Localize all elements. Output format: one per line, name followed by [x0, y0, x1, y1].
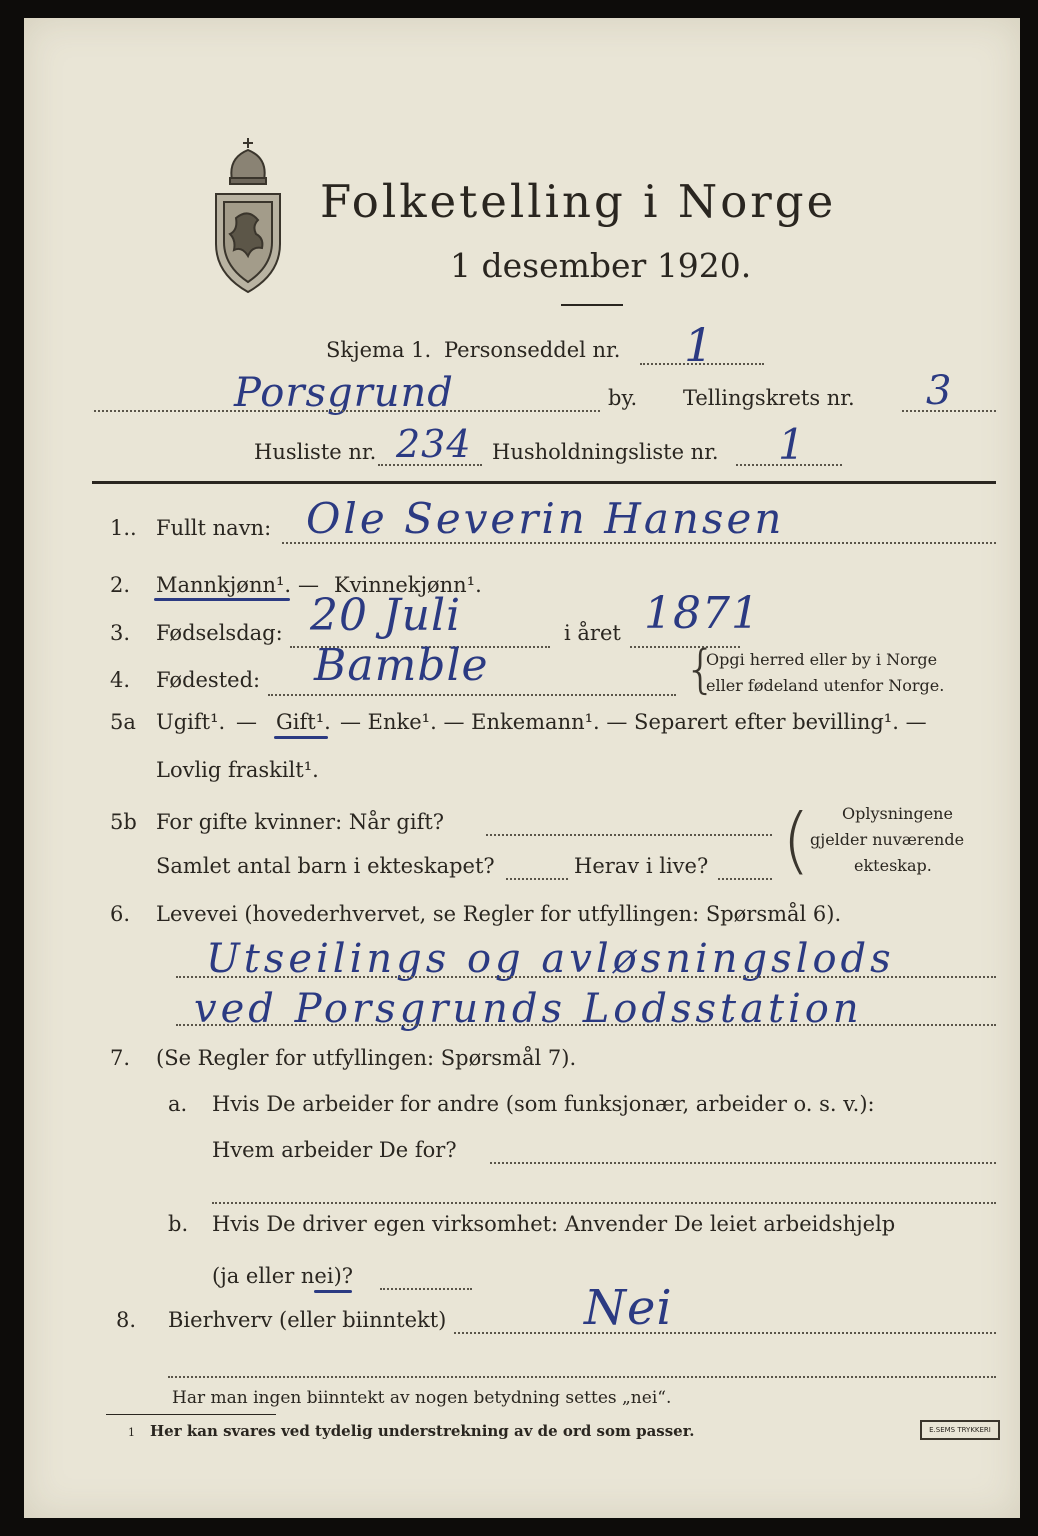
q4-note-line1: Opgi herred eller by i Norge [706, 650, 938, 669]
personseddel-label: Personseddel nr. [444, 338, 621, 362]
q7-label: (Se Regler for utfyllingen: Spørsmål 7). [156, 1046, 577, 1070]
q4-birthplace-field-line [268, 694, 676, 696]
q5b-note-line3: ekteskap. [854, 856, 932, 875]
personseddel-value[interactable]: 1 [684, 318, 715, 372]
footer-note: Har man ingen biinntekt av nogen betydning settes „nei“. [172, 1388, 672, 1408]
q5b-when-married-label: For gifte kvinner: Når gift? [156, 810, 445, 834]
q6-occupation-value-line2[interactable]: ved Porsgrunds Lodsstation [194, 986, 863, 1032]
q6-field-line2 [176, 1024, 996, 1026]
census-date: 1 desember 1920. [450, 246, 752, 285]
q5a-married-underline [274, 736, 328, 739]
q7-number: 7. [110, 1046, 131, 1070]
q3-birthdate-value[interactable]: 20 Juli [310, 590, 462, 641]
q7a-label1: Hvis De arbeider for andre (som funksjonær, arbeider o. s. v.): [212, 1092, 875, 1116]
q8-side-income-value[interactable]: Nei [584, 1280, 673, 1336]
census-form-sheet [24, 18, 1020, 1518]
footnote-mark: 1 [128, 1426, 135, 1439]
q6-number: 6. [110, 902, 131, 926]
husliste-value[interactable]: 234 [396, 422, 472, 466]
q5a-divorced-option[interactable]: Lovlig fraskilt¹. [156, 758, 319, 782]
footnote-rule [106, 1414, 276, 1415]
husliste-label: Husliste nr. [254, 440, 377, 464]
town-value[interactable]: Porsgrund [234, 370, 454, 416]
q5a-unmarried-option[interactable]: Ugift¹. [156, 710, 226, 734]
q3-year-label: i året [564, 621, 621, 645]
q4-note-brace: { [684, 640, 718, 700]
q1-label: Fullt navn: [156, 516, 272, 540]
q8-field-line1 [454, 1332, 996, 1334]
q2-number: 2. [110, 573, 131, 597]
q4-number: 4. [110, 668, 131, 692]
q7b-field-line [380, 1288, 472, 1290]
q5b-children-label: Samlet antal barn i ekteskapet? [156, 854, 495, 878]
husholdning-value[interactable]: 1 [778, 420, 806, 469]
q5b-note-line1: Oplysningene [842, 804, 953, 823]
q7b-nei-underline [314, 1290, 352, 1293]
q7b-label1: Hvis De driver egen virksomhet: Anvender De leiet arbeidshjelp [212, 1212, 896, 1236]
q7a-field-line2 [212, 1202, 996, 1204]
q8-label: Bierhverv (eller biinntekt) [168, 1308, 447, 1332]
q5a-dash: — [236, 710, 257, 734]
q5a-other-options[interactable]: — Enke¹. — Enkemann¹. — Separert efter bevilling¹. — [340, 710, 927, 734]
q5b-number: 5b [110, 810, 137, 834]
printer-stamp: E.SEMS TRYKKERI [920, 1420, 1000, 1440]
q5b-alive-field-line [718, 878, 772, 880]
q4-birthplace-value[interactable]: Bamble [314, 640, 489, 691]
title-divider [561, 304, 623, 306]
q7a-label2: Hvem arbeider De for? [212, 1138, 457, 1162]
skjema-label: Skjema 1. [326, 338, 432, 362]
q2-female-option[interactable]: Kvinnekjønn¹. [334, 573, 482, 597]
q1-number: 1.. [110, 516, 137, 540]
q3-label: Fødselsdag: [156, 621, 283, 645]
header-rule [92, 481, 996, 484]
q4-note-line2: eller fødeland utenfor Norge. [706, 676, 945, 695]
q2-male-option[interactable]: Mannkjønn¹. [156, 573, 292, 597]
by-label: by. [608, 386, 638, 410]
q7b-label2: (ja eller nei)? [212, 1264, 354, 1288]
q8-number: 8. [116, 1308, 137, 1332]
footnote-text: Her kan svares ved tydelig understrekning av de ord som passer. [150, 1422, 695, 1440]
q1-full-name-value[interactable]: Ole Severin Hansen [306, 494, 785, 543]
q3-number: 3. [110, 621, 131, 645]
q6-occupation-value-line1[interactable]: Utseilings og avløsningslods [206, 936, 895, 982]
q5b-note-brace: ( [782, 798, 811, 882]
q2-dash: — [298, 573, 319, 597]
q6-field-line1 [176, 976, 996, 978]
town-field-line [94, 410, 600, 412]
tellingskrets-label: Tellingskrets nr. [683, 386, 855, 410]
q6-label: Levevei (hovederhvervet, se Regler for utfyllingen: Spørsmål 6). [156, 902, 842, 926]
q4-label: Fødested: [156, 668, 261, 692]
q5a-number: 5a [110, 710, 136, 734]
form-title: Folketelling i Norge [320, 175, 837, 228]
q7b-letter: b. [168, 1212, 189, 1236]
q7a-letter: a. [168, 1092, 188, 1116]
q5a-married-option[interactable]: Gift¹. [276, 710, 331, 734]
husholdning-label: Husholdningsliste nr. [492, 440, 719, 464]
q3-year-value[interactable]: 1871 [644, 588, 760, 639]
q5b-children-field-line [506, 878, 568, 880]
tellingskrets-value[interactable]: 3 [926, 368, 953, 414]
norwegian-coat-of-arms-icon [202, 134, 294, 298]
q7a-field-line1 [490, 1162, 996, 1164]
q5b-note-line2: gjelder nuværende [810, 830, 965, 849]
q8-field-line2 [168, 1376, 996, 1378]
q5b-when-married-field-line [486, 834, 772, 836]
q2-male-underline [154, 598, 290, 601]
q5b-alive-label: Herav i live? [574, 854, 709, 878]
